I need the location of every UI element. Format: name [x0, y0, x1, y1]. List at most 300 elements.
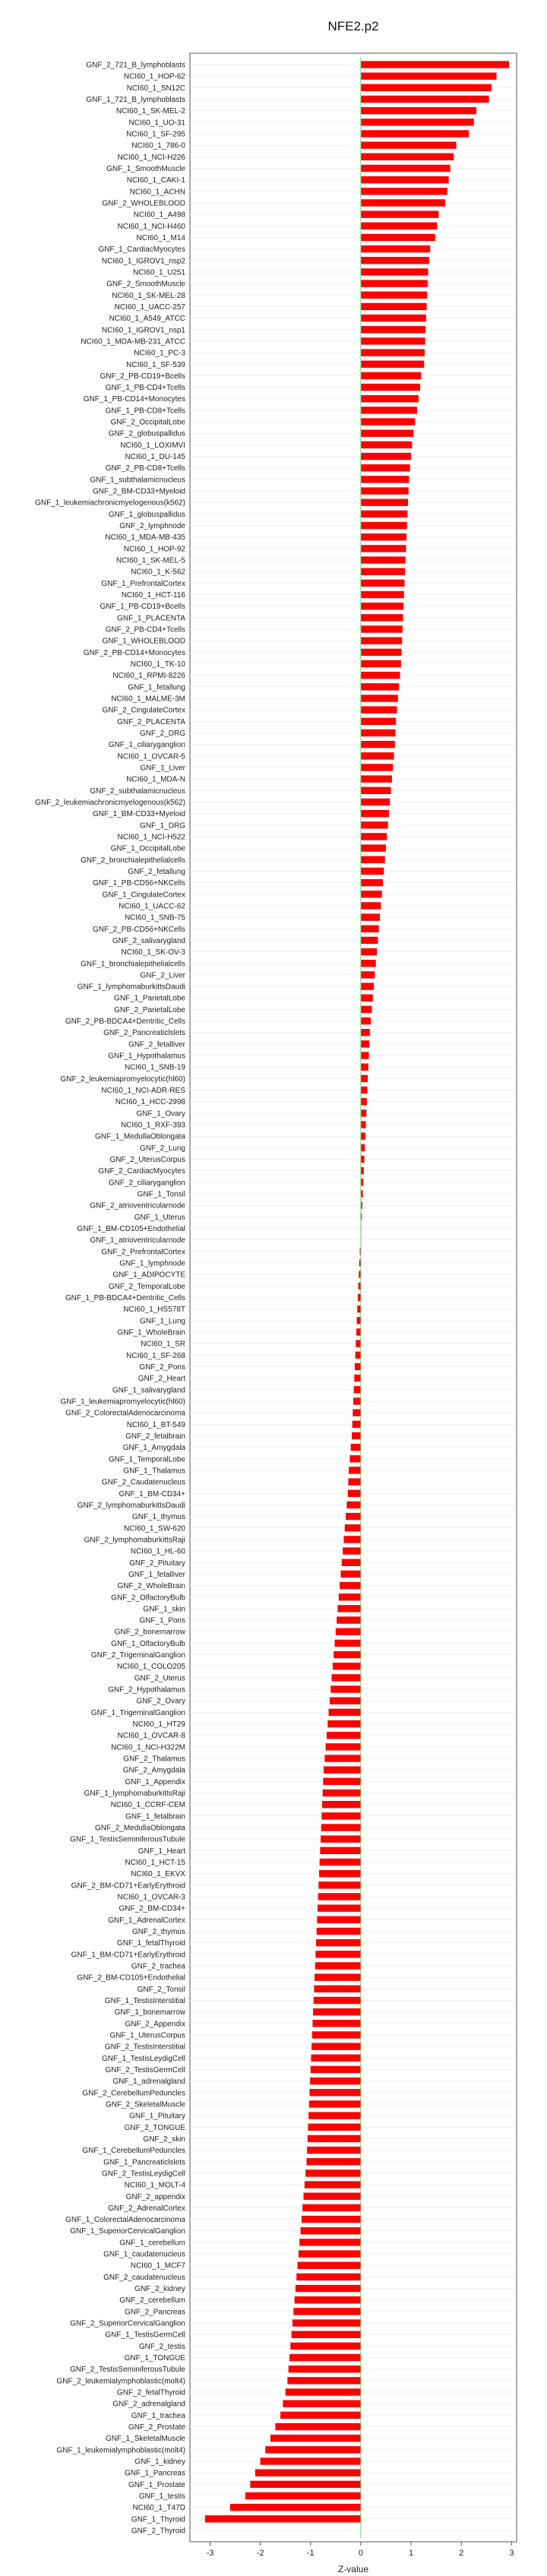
- bar: [361, 868, 384, 875]
- x-tick-label: -2: [256, 2549, 264, 2558]
- category-label: NCI60_1_RPMI-8226: [112, 672, 185, 681]
- category-label: GNF_2_Pituitary: [129, 1559, 185, 1568]
- bar: [353, 1409, 361, 1416]
- bar: [334, 1651, 361, 1658]
- bar: [354, 1386, 361, 1393]
- x-tick-label: -1: [306, 2549, 315, 2558]
- category-label: GNF_2_Heart: [138, 1375, 185, 1384]
- category-label: GNF_2_leukemiapromyelocytic(hl60): [60, 1074, 185, 1084]
- bar: [361, 821, 388, 828]
- bar: [361, 61, 509, 68]
- category-label: NCI60_1_NCI-H460: [117, 222, 185, 231]
- category-label: GNF_1_fetalliver: [128, 1570, 185, 1579]
- category-label: GNF_1_Hypothalamus: [108, 1052, 185, 1061]
- bar: [361, 533, 406, 540]
- category-label: NCI60_1_HCT-116: [121, 591, 185, 600]
- category-label: GNF_1_BM-CD33+Myeloid: [93, 810, 185, 819]
- category-label: NCI60_1_A498: [133, 210, 185, 220]
- bar: [320, 1859, 361, 1866]
- category-label: GNF_2_TemporalLobe: [108, 1282, 185, 1291]
- bar: [299, 2239, 361, 2245]
- x-tick-label: 0: [358, 2549, 363, 2558]
- category-label: GNF_1_ParietalLobe: [114, 994, 185, 1003]
- category-label: GNF_1_ColorectalAdenocarcinoma: [65, 2216, 185, 2225]
- category-label: NCI60_1_SF-539: [126, 360, 185, 369]
- bar: [311, 2055, 360, 2062]
- category-label: NCI60_1_PC-3: [134, 349, 185, 358]
- bar: [265, 2446, 361, 2453]
- bar: [312, 2031, 361, 2038]
- category-label: GNF_1_CingulateCortex: [102, 891, 185, 900]
- bar: [343, 1536, 360, 1543]
- category-label: GNF_2_Ovary: [136, 1697, 185, 1706]
- bar: [361, 441, 412, 448]
- bar: [275, 2423, 360, 2430]
- category-label: GNF_2_Appendix: [125, 2020, 185, 2029]
- category-label: NCI60_1_COLO205: [116, 1663, 185, 1672]
- bar: [361, 268, 428, 275]
- bar: [361, 706, 397, 713]
- category-label: GNF_2_TrigeminalGanglion: [90, 1651, 185, 1660]
- category-label: NCI60_1_NCI-H226: [117, 153, 185, 162]
- category-label: GNF_2_fetalbrain: [125, 1432, 185, 1441]
- category-label: GNF_1_trachea: [131, 2411, 185, 2420]
- category-label: NCI60_1_IGROV1_nsp1: [101, 326, 185, 335]
- category-label: NCI60_1_BT-549: [126, 1420, 185, 1429]
- category-label: GNF_2_PLACENTA: [117, 717, 185, 726]
- bar: [361, 223, 438, 229]
- category-label: GNF_2_SkeletalMuscle: [105, 2100, 185, 2109]
- category-label: NCI60_1_HS578T: [123, 1305, 185, 1315]
- category-label: GNF_1_Liver: [140, 764, 185, 773]
- category-label: GNF_2_CardiacMyocytes: [98, 1167, 185, 1176]
- category-label: NCI60_1_NCI-H522: [117, 833, 185, 842]
- category-label: GNF_2_atrioventricularnode: [90, 1201, 185, 1210]
- category-label: GNF_2_Thalamus: [123, 1755, 185, 1764]
- category-label: NCI60_1_MDA-MB-435: [105, 533, 185, 543]
- bar: [311, 2043, 361, 2049]
- bar: [361, 695, 398, 701]
- category-label: GNF_2_ParietalLobe: [114, 1005, 185, 1014]
- category-label: GNF_2_lymphomaburkittsRaji: [84, 1536, 185, 1545]
- bar: [361, 718, 396, 725]
- bar: [361, 292, 427, 299]
- category-label: NCI60_1_UACC-257: [114, 302, 185, 312]
- bar: [361, 96, 489, 103]
- category-label: NCI60_1_SK-OV-3: [121, 948, 185, 957]
- bar: [205, 2515, 361, 2522]
- category-label: GNF_1_Ovary: [136, 1109, 185, 1119]
- bar: [323, 1778, 361, 1785]
- category-label: NCI60_1_HCT-15: [125, 1859, 185, 1868]
- bar: [343, 1547, 361, 1554]
- category-label: NCI60_1_MCF7: [130, 2261, 185, 2271]
- bar: [361, 418, 415, 425]
- category-label: GNF_1_Amygdala: [122, 1444, 185, 1453]
- category-labels: [35, 62, 186, 2536]
- category-label: NCI60_1_SNB-75: [124, 913, 185, 922]
- bar: [290, 2343, 361, 2350]
- bar: [356, 1352, 361, 1359]
- category-label: GNF_2_Caudatenucleus: [101, 1478, 185, 1487]
- bar: [361, 361, 424, 368]
- category-label: GNF_1_WholeBrain: [117, 1328, 185, 1337]
- category-label: GNF_1_TemporalLobe: [108, 1455, 185, 1464]
- bar: [361, 580, 405, 587]
- bar: [309, 2100, 361, 2107]
- x-tick-label: 1: [409, 2549, 414, 2558]
- category-label: GNF_2_TestisGermCell: [105, 2065, 185, 2074]
- category-label: GNF_2_PB-CD4+Tcells: [105, 625, 185, 635]
- category-label: GNF_2_UterusCorpus: [109, 1156, 185, 1165]
- bar: [361, 107, 476, 114]
- bar: [322, 1801, 361, 1808]
- category-label: GNF_1_testis: [138, 2492, 185, 2502]
- bar: [337, 1616, 361, 1623]
- bar: [346, 1502, 361, 1508]
- category-label: GNF_2_subthalamicnucleus: [90, 786, 185, 796]
- category-label: GNF_1_WHOLEBLOOD: [102, 637, 185, 646]
- category-label: GNF_2_TONGUE: [124, 2123, 185, 2132]
- bar: [361, 303, 427, 310]
- bar: [361, 637, 402, 644]
- bar: [292, 2331, 361, 2338]
- bar: [361, 1040, 369, 1047]
- bar: [305, 2181, 361, 2188]
- category-label: GNF_1_globuspallidus: [108, 510, 185, 519]
- category-label: NCI60_1_SK-MEL-28: [112, 291, 185, 300]
- category-label: GNF_1_SmoothMuscle: [106, 164, 185, 173]
- category-label: GNF_2_PB-CD19+Bcells: [100, 372, 185, 381]
- bar: [361, 511, 408, 517]
- category-label: NCI60_1_MOLT-4: [124, 2181, 185, 2190]
- bar: [327, 1720, 361, 1727]
- bar: [361, 926, 379, 932]
- category-label: NCI60_1_OVCAR-8: [117, 1732, 185, 1741]
- bar: [361, 476, 409, 483]
- category-label: NCI60_1_ACHN: [129, 188, 185, 197]
- category-label: NCI60_1_HT29: [132, 1720, 185, 1729]
- category-label: GNF_2_OccipitalLobe: [110, 418, 185, 427]
- category-label: GNF_2_Liver: [140, 971, 185, 980]
- bar: [316, 1939, 361, 1946]
- bar: [340, 1582, 361, 1589]
- category-label: NCI60_1_CAKI-1: [126, 176, 185, 185]
- category-label: GNF_1_skin: [143, 1605, 185, 1614]
- bar: [361, 349, 425, 356]
- category-label: GNF_2_lymphnode: [119, 522, 185, 531]
- bar: [361, 983, 374, 989]
- category-label: NCI60_1_SNB-19: [124, 1063, 185, 1072]
- category-label: GNF_1_Prostate: [128, 2480, 185, 2489]
- category-label: NCI60_1_HL-60: [130, 1547, 185, 1556]
- category-label: GNF_1_OlfactoryBulb: [111, 1639, 185, 1648]
- bar: [361, 395, 419, 402]
- category-label: GNF_2_BM-CD105+Endothelial: [77, 1973, 185, 1983]
- category-label: GNF_2_SmoothMuscle: [106, 280, 185, 289]
- bar: [308, 2124, 360, 2131]
- bar: [361, 960, 376, 967]
- bar: [361, 188, 447, 195]
- category-label: NCI60_1_IGROV1_nsp2: [101, 257, 185, 266]
- category-label: GNF_1_BM-CD105+Endothelial: [77, 1225, 185, 1234]
- bar: [361, 384, 420, 391]
- category-label: GNF_2_fetalThyroid: [116, 2388, 185, 2397]
- category-label: GNF_1_TestisSeminiferousTubule: [70, 1835, 185, 1844]
- category-label: GNF_2_fetalliver: [128, 1040, 185, 1049]
- bar: [308, 2135, 361, 2142]
- category-label: GNF_2_Tonsil: [137, 1985, 185, 1994]
- bar: [361, 453, 411, 460]
- category-label: GNF_2_Hypothalamus: [108, 1685, 185, 1695]
- bar: [348, 1490, 361, 1497]
- bar: [361, 210, 439, 217]
- bar: [361, 902, 381, 909]
- bar: [361, 1098, 367, 1105]
- category-label: GNF_1_SuperiorCervicalGanglion: [70, 2227, 185, 2236]
- bar: [318, 1893, 361, 1900]
- bar: [302, 2204, 361, 2211]
- bar: [315, 1951, 361, 1957]
- category-label: GNF_1_Pancreaticlslets: [103, 2158, 185, 2167]
- category-label: NCI60_1_SK-MEL-2: [115, 107, 185, 116]
- category-label: GNF_2_BM-CD33+Myeloid: [93, 487, 185, 496]
- category-label: GNF_1_leukemialymphoblastic(molt4): [56, 2446, 185, 2455]
- category-label: GNF_1_Pituitary: [129, 2112, 185, 2121]
- bar: [358, 1294, 361, 1301]
- bar: [361, 1017, 371, 1024]
- bar: [354, 1375, 361, 1381]
- category-label: GNF_1_AdrenalCortex: [108, 1916, 185, 1925]
- bar: [283, 2400, 361, 2407]
- category-label: GNF_1_BM-CD71+EarlyErythroid: [71, 1951, 185, 1960]
- bar: [261, 2457, 361, 2464]
- category-label: GNF_2_testis: [138, 2342, 185, 2351]
- category-label: GNF_2_ciliaryganglion: [108, 1179, 185, 1188]
- bar: [361, 84, 492, 91]
- bar: [361, 591, 404, 598]
- category-label: GNF_1_TONGUE: [124, 2354, 185, 2363]
- category-label: GNF_1_SkeletalMuscle: [105, 2435, 185, 2444]
- category-label: GNF_1_PLACENTA: [117, 614, 185, 623]
- category-label: GNF_1_Thyroid: [131, 2515, 185, 2524]
- category-label: GNF_2_OlfactoryBulb: [111, 1593, 185, 1603]
- category-label: GNF_1_PB-CD4+Tcells: [105, 384, 185, 393]
- category-label: GNF_1_Thalamus: [123, 1467, 185, 1476]
- category-label: GNF_1_UterusCorpus: [109, 2031, 185, 2040]
- category-label: GNF_1_kidney: [134, 2457, 185, 2467]
- bar: [361, 971, 375, 978]
- bar: [361, 545, 406, 552]
- bar: [361, 499, 408, 506]
- bar: [361, 430, 413, 437]
- chart-title: NFE2.p2: [327, 19, 379, 33]
- category-label: GNF_2_Pancreaticlslets: [103, 1029, 185, 1038]
- bar: [361, 72, 497, 79]
- category-label: GNF_2_Pancreas: [124, 2308, 185, 2317]
- category-label: GNF_2_skin: [143, 2135, 185, 2144]
- bar: [317, 1928, 361, 1935]
- bar: [292, 2319, 361, 2326]
- bar: [280, 2412, 361, 2419]
- category-label: GNF_2_globuspallidus: [108, 429, 185, 438]
- category-label: GNF_2_MedullaOblongata: [95, 1824, 185, 1833]
- bar: [323, 1790, 361, 1796]
- category-label: NCI60_1_SW-620: [124, 1524, 185, 1533]
- category-label: GNF_1_TestisGermCell: [105, 2331, 185, 2340]
- bar: [349, 1455, 361, 1462]
- category-label: GNF_2_PB-CD14+Monocytes: [83, 648, 185, 657]
- category-label: GNF_1_ciliaryganglion: [108, 741, 185, 750]
- bar: [356, 1340, 361, 1347]
- category-label: GNF_2_fetallung: [128, 867, 185, 876]
- bar: [357, 1317, 361, 1324]
- category-label: GNF_2_Uterus: [134, 1674, 185, 1683]
- bar: [306, 2158, 360, 2165]
- category-label: GNF_1_salivarygland: [112, 1386, 185, 1395]
- bar: [305, 2169, 361, 2176]
- bar: [361, 1121, 366, 1128]
- category-label: GNF_2_WholeBrain: [117, 1582, 185, 1591]
- category-label: GNF_1_bonemarrow: [114, 2008, 185, 2017]
- category-label: NCI60_1_CCRF-CEM: [110, 1801, 185, 1810]
- bar: [361, 1052, 369, 1059]
- category-label: NCI60_1_SK-MEL-5: [115, 556, 185, 565]
- category-label: NCI60_1_K-562: [131, 568, 185, 577]
- category-label: GNF_1_leukemiachronicmyelogenous(k562): [35, 498, 185, 508]
- category-label: GNF_2_AdrenalCortex: [108, 2204, 185, 2213]
- category-label: GNF_1_fetallung: [128, 683, 185, 692]
- bar: [336, 1628, 361, 1635]
- bar: [361, 337, 425, 344]
- category-label: GNF_2_PB-CD8+Tcells: [105, 464, 185, 473]
- bar: [319, 1870, 361, 1877]
- category-label: NCI60_1_NCI-H322M: [111, 1743, 185, 1752]
- category-label: GNF_1_lymphomaburkittsDaudi: [77, 983, 185, 992]
- bar: [321, 1812, 361, 1819]
- bar: [293, 2308, 361, 2315]
- category-label: GNF_1_PB-CD14+Monocytes: [83, 395, 185, 404]
- bar: [361, 948, 377, 955]
- bar: [361, 1064, 368, 1071]
- category-label: NCI60_1_UO-31: [128, 119, 185, 128]
- category-label: NCI60_1_NCI-ADR-RES: [101, 1087, 185, 1096]
- bar: [312, 2020, 361, 2027]
- bar: [361, 1029, 370, 1036]
- bar: [361, 764, 393, 771]
- bar: [361, 603, 403, 609]
- category-label: NCI60_1_EKVX: [131, 1870, 185, 1879]
- category-label: GNF_2_salivarygland: [112, 936, 185, 945]
- bar: [308, 2112, 361, 2119]
- bar: [309, 2089, 360, 2096]
- category-label: GNF_1_bronchialepithelialcells: [81, 960, 185, 969]
- bar: [361, 176, 449, 183]
- bar: [299, 2250, 361, 2257]
- category-label: NCI60_1_LOXIMVI: [120, 441, 185, 450]
- category-label: GNF_2_PrefrontalCortex: [101, 1248, 185, 1257]
- bar: [298, 2262, 361, 2269]
- category-label: GNF_1_TestisLeydigCell: [101, 2054, 185, 2063]
- category-label: GNF_1_TestisInterstitial: [104, 1996, 185, 2005]
- category-label: NCI60_1_SR: [141, 1340, 185, 1349]
- category-label: GNF_2_lymphomaburkittsDaudi: [77, 1501, 185, 1510]
- category-label: GNF_1_PrefrontalCortex: [101, 579, 185, 588]
- category-label: GNF_2_WHOLEBLOOD: [102, 199, 185, 208]
- bar: [361, 1087, 368, 1093]
- bar: [315, 1962, 361, 1969]
- bar-layer: [205, 61, 509, 2522]
- category-label: NCI60_1_SF-268: [126, 1351, 185, 1360]
- category-label: NCI60_1_DU-145: [125, 453, 185, 462]
- category-label: GNF_2_bonemarrow: [114, 1628, 185, 1637]
- category-label: NCI60_1_SN12C: [126, 84, 185, 93]
- bar: [351, 1444, 361, 1451]
- category-label: GNF_2_bronchialepithelialcells: [81, 856, 185, 865]
- bar: [361, 372, 421, 379]
- bar: [361, 1144, 365, 1151]
- bar: [304, 2193, 361, 2200]
- bar: [255, 2469, 361, 2476]
- bar: [342, 1559, 361, 1566]
- category-label: GNF_1_ADIPOCYTE: [112, 1271, 185, 1280]
- category-label: GNF_1_Tonsil: [137, 1190, 185, 1199]
- category-label: NCI60_1_RXF-393: [120, 1121, 185, 1130]
- category-label: GNF_1_atrioventricularnode: [90, 1236, 185, 1245]
- category-label: GNF_1_Lung: [139, 1317, 185, 1326]
- bar: [361, 199, 445, 206]
- category-label: GNF_2_Prostate: [128, 2423, 185, 2432]
- bar: [361, 879, 383, 886]
- bar: [361, 729, 396, 736]
- bar: [326, 1743, 361, 1750]
- x-tick-label: 2: [459, 2549, 464, 2558]
- bar: [361, 407, 417, 413]
- bar: [361, 141, 457, 148]
- bar: [318, 1881, 361, 1888]
- category-label: GNF_2_BM-CD71+EarlyErythroid: [71, 1881, 185, 1891]
- bar: [361, 833, 387, 840]
- bar: [310, 2078, 361, 2084]
- bar: [332, 1674, 361, 1681]
- category-label: GNF_1_Appendix: [125, 1777, 185, 1786]
- bar: [361, 787, 391, 794]
- bar: [313, 2008, 361, 2015]
- category-label: GNF_1_721_B_lymphoblasts: [86, 95, 185, 104]
- category-label: GNF_2_kidney: [134, 2285, 185, 2294]
- bar: [307, 2147, 361, 2154]
- category-label: GNF_1_Pons: [139, 1616, 185, 1625]
- bar: [345, 1524, 361, 1531]
- category-label: GNF_1_DRG: [139, 821, 185, 831]
- bar: [353, 1421, 361, 1428]
- x-tick-label: 3: [509, 2549, 514, 2558]
- bar: [330, 1685, 361, 1692]
- category-label: GNF_1_lymphnode: [119, 1259, 185, 1268]
- category-label: GNF_2_trachea: [131, 1962, 185, 1971]
- category-label: NCI60_1_U251: [133, 268, 185, 277]
- bar: [329, 1709, 361, 1716]
- category-label: GNF_1_MedullaOblongata: [95, 1132, 185, 1141]
- category-label: GNF_1_PB-CD8+Tcells: [105, 407, 185, 416]
- bar: [339, 1593, 361, 1600]
- category-label: GNF_2_Thyroid: [131, 2527, 185, 2536]
- bar: [318, 1904, 361, 1911]
- bar: [361, 119, 474, 125]
- category-label: GNF_2_appendix: [125, 2192, 185, 2201]
- bar: [361, 234, 435, 241]
- category-label: GNF_2_caudatenucleus: [103, 2273, 185, 2282]
